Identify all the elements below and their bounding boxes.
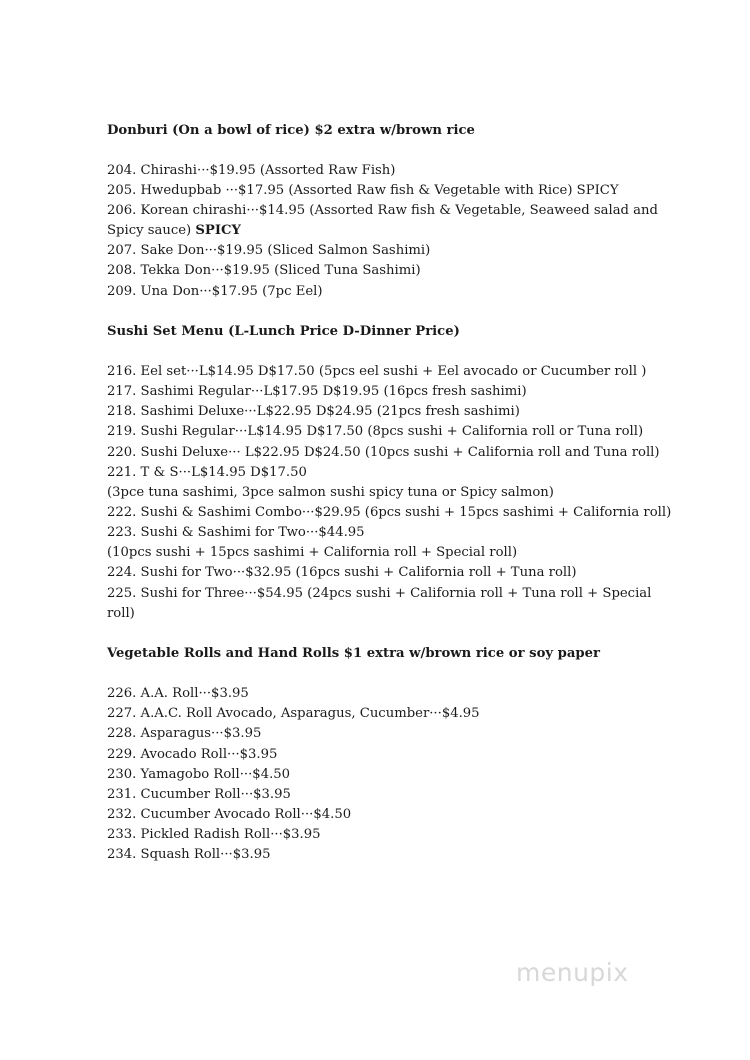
menu-item: 220. Sushi Deluxe··· L$22.95 D$24.50 (10pcs sushi + California roll and Tuna roll) [107,445,660,460]
menu-item: 224. Sushi for Two···$32.95 (16pcs sushi + California roll + Tuna roll) [107,565,577,580]
spicy-label: SPICY [195,223,241,238]
menu-item: 225. Sushi for Three···$54.95 (24pcs sushi + California roll + Tuna roll + Special [107,586,652,601]
menu-item: 207. Sake Don···$19.95 (Sliced Salmon Sashimi) [107,243,431,258]
menu-item: 227. A.A.C. Roll Avocado, Asparagus, Cucumber···$4.95 [107,706,480,721]
menu-item: 229. Avocado Roll···$3.95 [107,747,278,762]
menu-item: 206. Korean chirashi···$14.95 (Assorted Raw fish & Vegetable, Seaweed salad and [107,203,658,218]
menu-item: 221. T & S···L$14.95 D$17.50 [107,465,307,480]
menu-item: 209. Una Don···$17.95 (7pc Eel) [107,284,323,299]
menu-item: 223. Sushi & Sashimi for Two···$44.95 [107,525,365,540]
menu-item-continuation: (10pcs sushi + 15pcs sashimi + California roll + Special roll) [107,545,518,560]
menu-item: 218. Sashimi Deluxe···L$22.95 D$24.95 (21pcs fresh sashimi) [107,404,520,419]
section-heading-donburi: Donburi (On a bowl of rice) $2 extra w/brown rice [107,123,475,138]
menu-item-text: Spicy sauce) [107,223,192,238]
menu-item-continuation: roll) [107,606,135,621]
menu-item: 233. Pickled Radish Roll···$3.95 [107,827,321,842]
section-heading-sushi-set: Sushi Set Menu (L-Lunch Price D-Dinner Price) [107,324,460,339]
menu-item: 204. Chirashi···$19.95 (Assorted Raw Fish) [107,163,396,178]
menu-item: 228. Asparagus···$3.95 [107,726,262,741]
menu-item: 205. Hwedupbab ···$17.95 (Assorted Raw fish & Vegetable with Rice) SPICY [107,183,619,198]
menu-item: 231. Cucumber Roll···$3.95 [107,787,291,802]
menu-item-continuation [107,221,643,241]
menu-item-continuation: (3pce tuna sashimi, 3pce salmon sushi spicy tuna or Spicy salmon) [107,485,554,500]
menu-item: 208. Tekka Don···$19.95 (Sliced Tuna Sashimi) [107,263,421,278]
menu-item: 232. Cucumber Avocado Roll···$4.50 [107,807,352,822]
menu-item: 226. A.A. Roll···$3.95 [107,686,249,701]
menu-item: 217. Sashimi Regular···L$17.95 D$19.95 (16pcs fresh sashimi) [107,384,527,399]
menu-item: 234. Squash Roll···$3.95 [107,847,271,862]
menu-item: 216. Eel set···L$14.95 D$17.50 (5pcs eel sushi + Eel avocado or Cucumber roll ) [107,364,647,379]
watermark-logo: menupix [516,958,629,987]
menu-item: 219. Sushi Regular···L$14.95 D$17.50 (8pcs sushi + California roll or Tuna roll) [107,424,644,439]
menu-item: 230. Yamagobo Roll···$4.50 [107,767,291,782]
section-heading-vegetable-rolls: Vegetable Rolls and Hand Rolls $1 extra w/brown rice or soy paper [107,646,600,661]
menu-item: 222. Sushi & Sashimi Combo···$29.95 (6pcs sushi + 15pcs sashimi + California roll) [107,505,672,520]
